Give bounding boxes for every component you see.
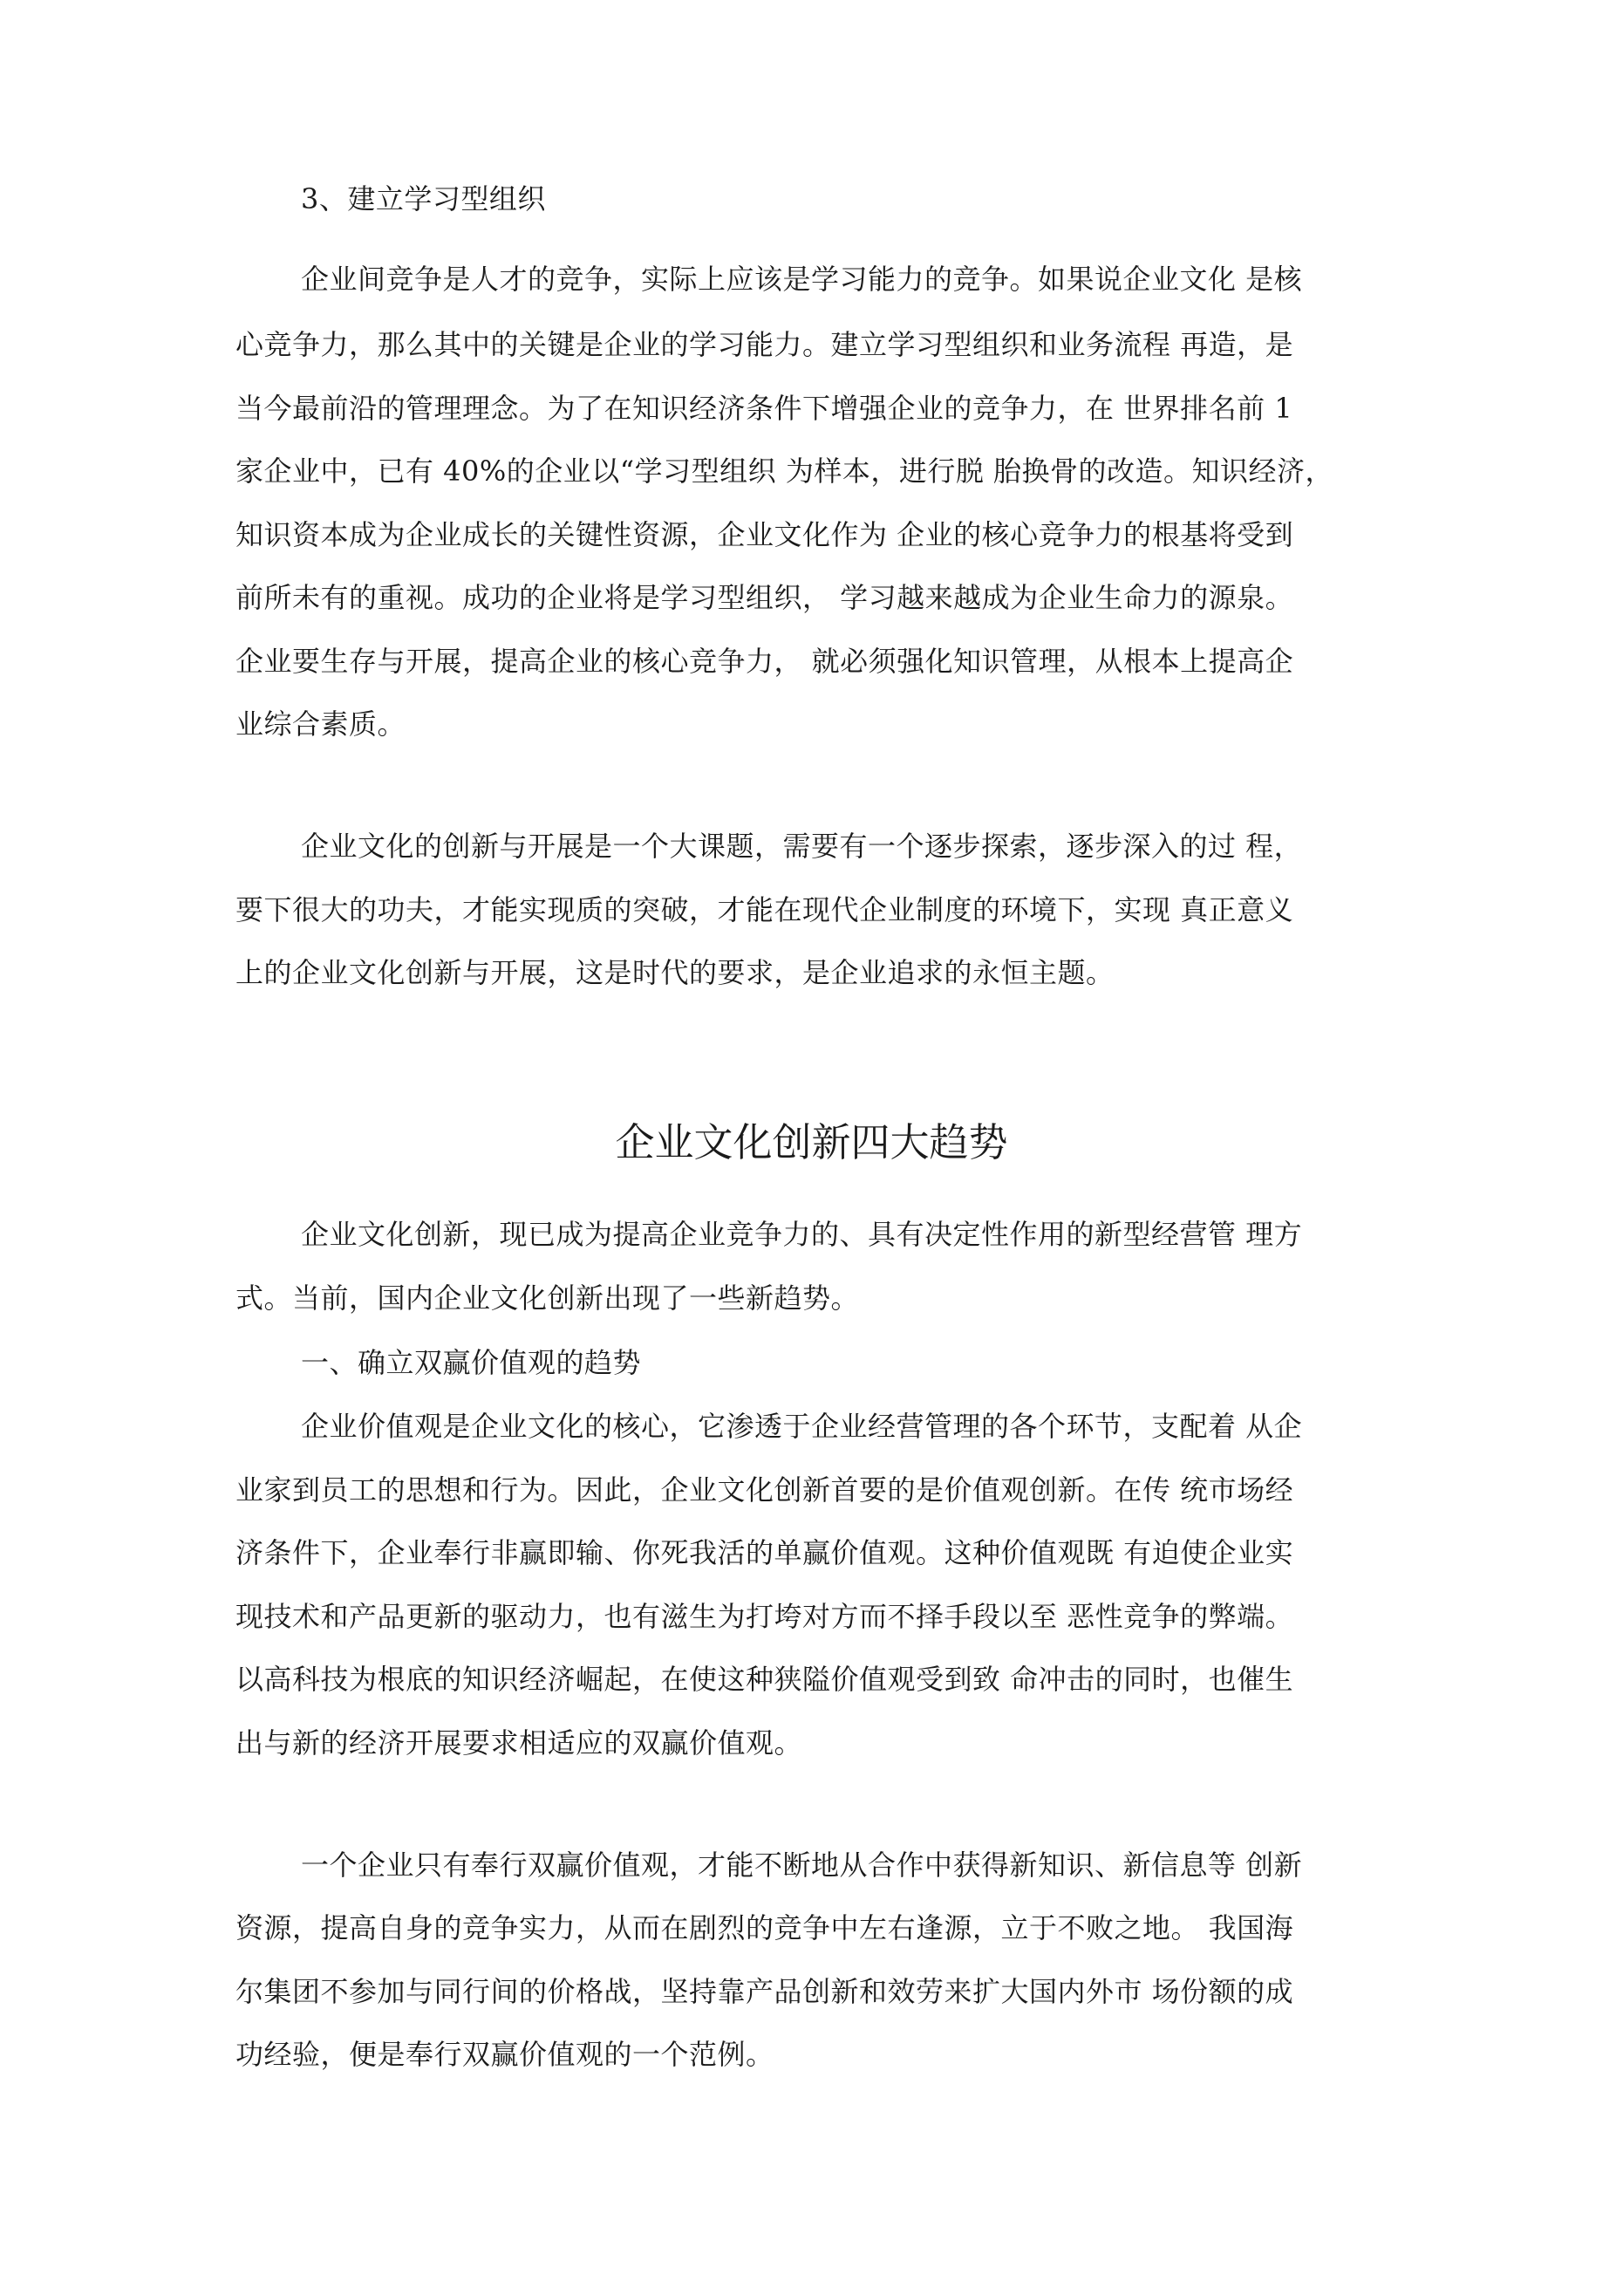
- text-line: 要下很大的功夫，才能实现质的突破，才能在现代企业制度的环境下，实现 真正意义: [235, 893, 1294, 926]
- text-line: 出与新的经济开展要求相适应的双赢价值观。: [235, 1726, 803, 1760]
- text-line: 企业价值观是企业文化的核心，它渗透于企业经营管理的各个环节，支配着 从企: [301, 1410, 1303, 1443]
- section-heading: 3、建立学习型组织: [301, 182, 546, 215]
- subheading: 一、确立双赢价值观的趋势: [301, 1346, 642, 1379]
- text-line: 知识资本成为企业成长的关键性资源，企业文化作为 企业的核心竞争力的根基将受到: [235, 518, 1294, 551]
- text-line: 式。当前，国内企业文化创新出现了一些新趋势。: [235, 1281, 860, 1315]
- text-line: 上的企业文化创新与开展，这是时代的要求，是企业追求的永恒主题。: [235, 956, 1115, 989]
- text-line: 企业文化的创新与开展是一个大课题，需要有一个逐步探索，逐步深入的过 程，: [301, 830, 1303, 863]
- article-title: 企业文化创新四大趋势: [615, 1119, 1008, 1165]
- text-line: 企业文化创新，现已成为提高企业竞争力的、具有决定性作用的新型经营管 理方: [301, 1218, 1303, 1251]
- text-line: 心竞争力，那么其中的关键是企业的学习能力。建立学习型组织和业务流程 再造，是: [235, 328, 1294, 361]
- text-line: 现技术和产品更新的驱动力，也有滋生为打垮对方而不择手段以至 恶性竞争的弊端。: [235, 1600, 1294, 1633]
- text-line: 尔集团不参加与同行间的价格战，坚持靠产品创新和效劳来扩大国内外市 场份额的成: [235, 1975, 1294, 2008]
- text-line: 企业要生存与开展，提高企业的核心竞争力， 就必须强化知识管理，从根本上提高企: [235, 645, 1294, 678]
- text-line: 资源，提高自身的竞争实力，从而在剧烈的竞争中左右逢源，立于不败之地。 我国海: [235, 1911, 1294, 1944]
- text-line: 一个企业只有奉行双赢价值观，才能不断地从合作中获得新知识、新信息等 创新: [301, 1848, 1303, 1882]
- text-line: 功经验，便是奉行双赢价值观的一个范例。: [235, 2038, 774, 2071]
- text-line: 济条件下，企业奉行非赢即输、你死我活的单赢价值观。这种价值观既 有迫使企业实: [235, 1536, 1294, 1569]
- text-line: 家企业中，已有 40%的企业以“学习型组织 为样本，进行脱 胎换骨的改造。知识经济，: [235, 454, 1334, 488]
- text-line: 当今最前沿的管理理念。为了在知识经济条件下增强企业的竞争力，在 世界排名前 1: [235, 392, 1293, 425]
- text-line: 业家到员工的思想和行为。因此，企业文化创新首要的是价值观创新。在传 统市场经: [235, 1473, 1294, 1507]
- text-line: 以高科技为根底的知识经济崛起，在使这种狭隘价值观受到致 命冲击的同时，也催生: [235, 1663, 1294, 1696]
- text-line: 企业间竞争是人才的竞争，实际上应该是学习能力的竞争。如果说企业文化 是核: [301, 263, 1303, 296]
- text-line: 业综合素质。: [235, 707, 406, 741]
- text-line: 前所未有的重视。成功的企业将是学习型组织， 学习越来越成为企业生命力的源泉。: [235, 581, 1294, 614]
